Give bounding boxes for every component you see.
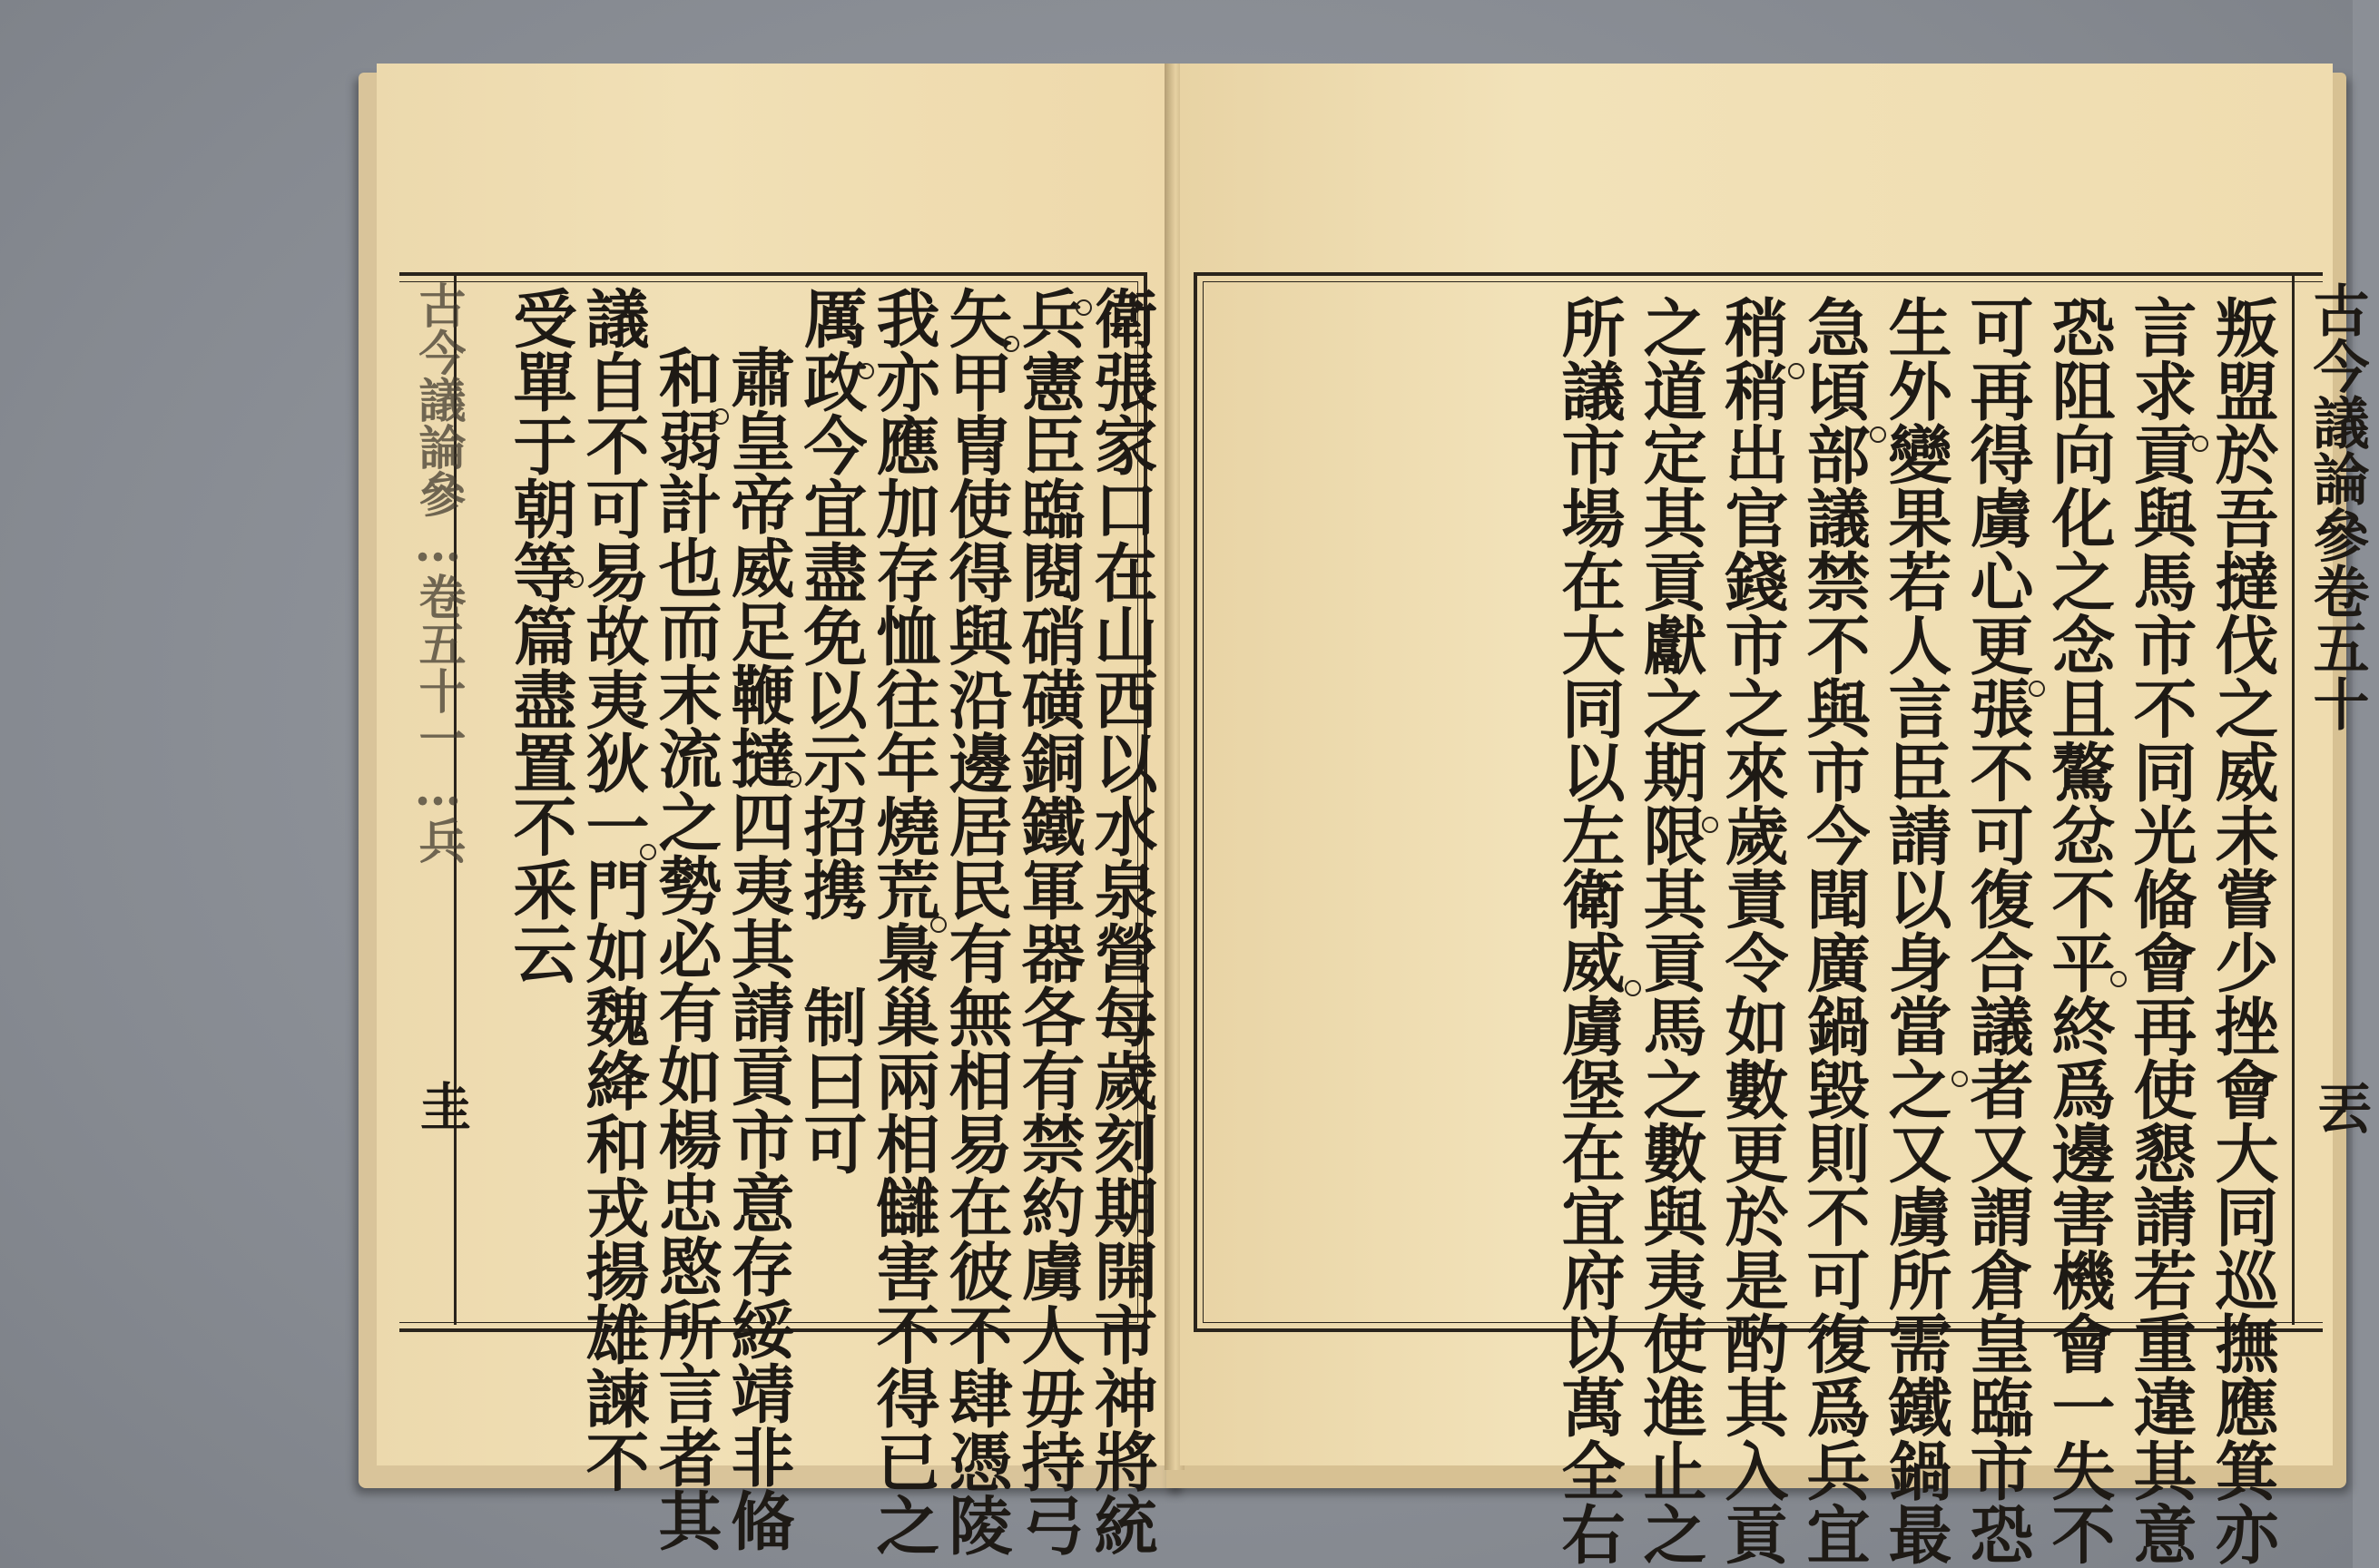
punctuation-mark (1076, 299, 1092, 316)
right-column-3: 恐阻向化之念且驁忿不平終爲邊害機會一失不 (2041, 295, 2117, 1565)
left-column-7: 和弱計也而末流之勢必有如楊忠愍所言者其 (648, 345, 723, 1552)
left-page-number: 圭 (412, 1080, 472, 1131)
right-column-7: 稍稍出官錢市之來歲責令如數更於是酌其入貢 (1715, 295, 1790, 1565)
punctuation-mark (2029, 681, 2045, 697)
left-column-1: 衛張家口在山西以水泉營每歲刻期開市神將統 (1084, 286, 1159, 1556)
open-book (359, 64, 2372, 1565)
right-column-8: 之道定其貢獻之期限其貢馬之數與夷使進止之 (1633, 295, 1708, 1565)
left-column-6: 肅皇帝威足鞭撻四夷其請貢市意存綏靖非偹 (721, 345, 796, 1552)
punctuation-mark (2110, 971, 2127, 987)
left-column-4: 我亦應加存恤往年燒荒梟巢兩相讎害不得已之 (866, 286, 941, 1556)
left-column-5: 厲政今宜盡免以示招携 制曰可 (793, 286, 869, 1175)
right-column-1: 叛盟於吾撻伐之威未嘗少挫會大同巡撫應箕亦 (2205, 295, 2280, 1565)
right-column-2: 言求貢與馬市不同光偹會再使懇請若重違其意 (2123, 295, 2198, 1565)
left-column-9: 受單于朝等篇盡置不釆云 (503, 286, 578, 985)
right-column-9: 所議市場在大同以左衛威虜堡在宜府以萬全右 (1551, 295, 1627, 1565)
right-column-6: 急頃部議禁不與市今聞廣鍋毀則不可復爲兵宜 (1796, 295, 1872, 1565)
punctuation-mark (930, 916, 947, 933)
punctuation-mark (640, 844, 656, 860)
punctuation-mark (1788, 363, 1804, 379)
left-column-3: 矢甲冑使得與沿邊居民有無相易在彼不肆憑陵 (939, 286, 1014, 1556)
right-column-5: 生外變果若人言臣請以身當之又虜所需鐵鍋最 (1878, 295, 1953, 1565)
punctuation-mark (785, 771, 801, 788)
punctuation-mark (2192, 436, 2208, 452)
punctuation-mark (1702, 817, 1718, 833)
right-edge-title: 古今議論參卷五十 (2304, 281, 2370, 731)
left-edge-title: 古今議論參…卷五十一…兵 (410, 281, 466, 864)
punctuation-mark (1003, 336, 1019, 352)
right-column-4: 可再得虜心更張不可復合議者又謂倉皇臨市恐 (1960, 295, 2035, 1565)
punctuation-mark (858, 363, 874, 379)
right-page-number: 丟 (2308, 1080, 2372, 1134)
punctuation-mark (1951, 1071, 1968, 1087)
punctuation-mark (1870, 426, 1886, 443)
punctuation-mark (1625, 980, 1641, 996)
left-column-2: 兵憲臣臨閱硝磺銅鐵軍器各有禁約虜人毋持弓 (1011, 286, 1086, 1556)
left-column-8: 議自不可易故夷狄一門如魏絳和戎揚雄諫不 (575, 286, 651, 1493)
punctuation-mark (713, 408, 729, 425)
punctuation-mark (567, 572, 584, 588)
left-page (377, 64, 1169, 1556)
